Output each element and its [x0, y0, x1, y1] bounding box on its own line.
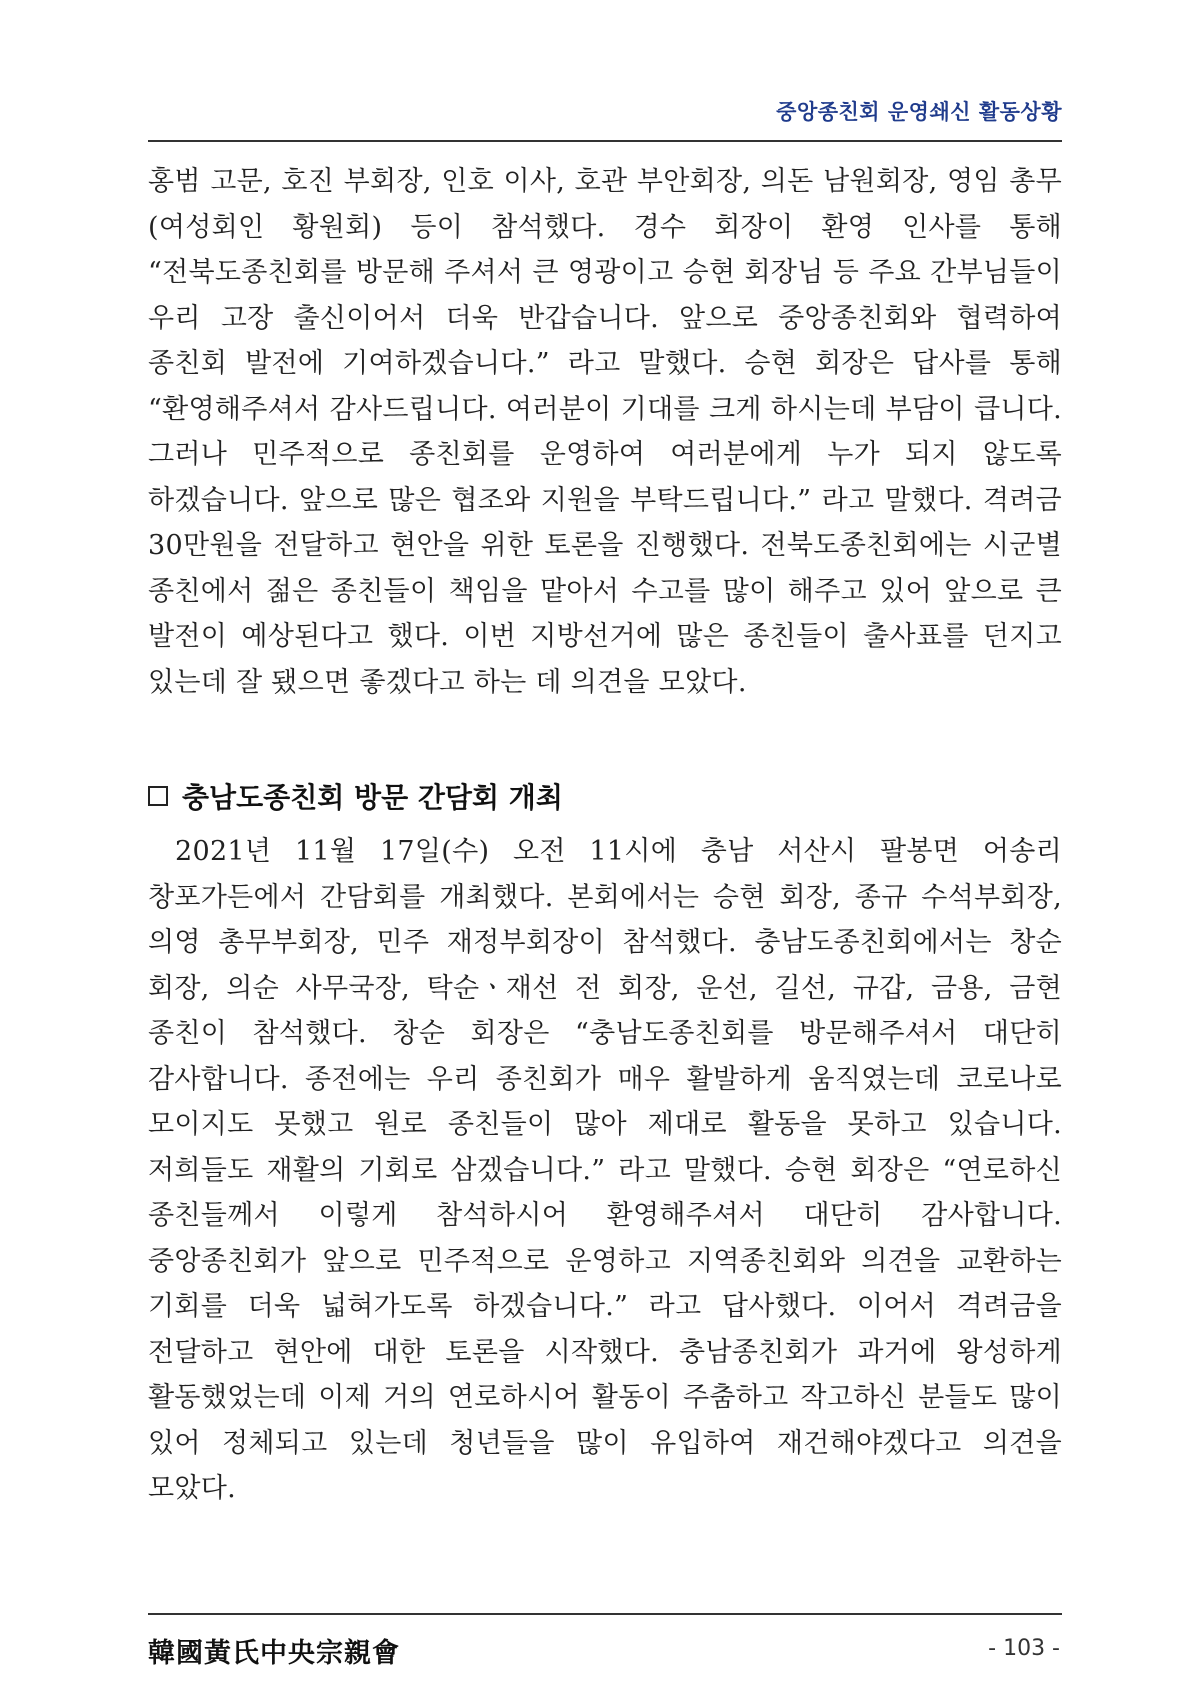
footer-organization-name: 韓國黃氏中央宗親會: [148, 1638, 400, 1669]
paragraph-chungnam-meeting: 2021년 11월 17일(수) 오전 11시에 충남 서산시 팔봉면 어송리 창포가든에서 간담회를 개최했다. 본회에서는 승현 회장, 종규 수석부회장, 의영 총무부회장, 민주 재정부회장이 참석했다. 충남도종친회에서는 창순 회장, 의순 사무국장, 탁순ㆍ재선 전 회장, 운선, 길선, 규갑, 금용, 금현 종친이 참석했다. 창순 회장은 “충남도종친회를 방문해주셔서 대단히 감사합니다. 종전에는 우리 종친회가 매우 활발하게 움직였는데 코로나로 모이지도 못했고 원로 종친들이 많아 제대로 활동을 못하고 있습니다. 저희들도 재활의 기회로 삼겠습니다.” 라고 말했다. 승현 회장은 “연로하신 종친들께서 이렇게 참석하시어 환영해주셔서 대단히 감사합니다. 중앙종친회가 앞으로 민주적으로 운영하고 지역종친회와 의견을 교환하는 기회를 더욱 넓혀가도록 하겠습니다.” 라고 답사했다. 이어서 격려금을 전달하고 현안에 대한 토론을 시작했다. 충남종친회가 과거에 왕성하게 활동했었는데 이제 거의 연로하시어 활동이 주춤하고 작고하신 분들도 많이 있어 정체되고 있는데 청년들을 많이 유입하여 재건해야겠다고 의견을 모았다.: [148, 836, 1062, 1504]
checkbox-square-icon: [148, 786, 168, 806]
section-heading-text: 충남도종친회 방문 간담회 개최: [182, 781, 563, 814]
header-title: 중앙종친회 운영쇄신 활동상황: [776, 100, 1062, 124]
section-heading: [148, 776, 1062, 816]
paragraph-jeonbuk-visit: 홍범 고문, 호진 부회장, 인호 이사, 호관 부안회장, 의돈 남원회장, 영임 총무(여성회인 황원회) 등이 참석했다. 경수 회장이 환영 인사를 통해 “전북도종친회를 방문해 주셔서 큰 영광이고 승현 회장님 등 주요 간부님들이 우리 고장 출신이어서 더욱 반갑습니다. 앞으로 중앙종친회와 협력하여 종친회 발전에 기여하겠습니다.” 라고 말했다. 승현 회장은 답사를 통해 “환영해주셔서 감사드립니다. 여러분이 기대를 크게 하시는데 부담이 큽니다. 그러나 민주적으로 종친회를 운영하여 여러분에게 누가 되지 않도록 하겠습니다. 앞으로 많은 협조와 지원을 부탁드립니다.” 라고 말했다. 격려금 30만원을 전달하고 현안을 위한 토론을 진행했다. 전북도종친회에는 시군별 종친에서 젊은 종친들이 책임을 맡아서 수고를 많이 해주고 있어 앞으로 큰 발전이 예상된다고 했다. 이번 지방선거에 많은 종친들이 출사표를 던지고 있는데 잘 됐으면 좋겠다고 하는 데 의견을 모았다.: [148, 166, 1062, 698]
page-number: - 103 -: [988, 1636, 1060, 1661]
footer-divider: [148, 1613, 1062, 1615]
header-divider: [148, 140, 1062, 142]
